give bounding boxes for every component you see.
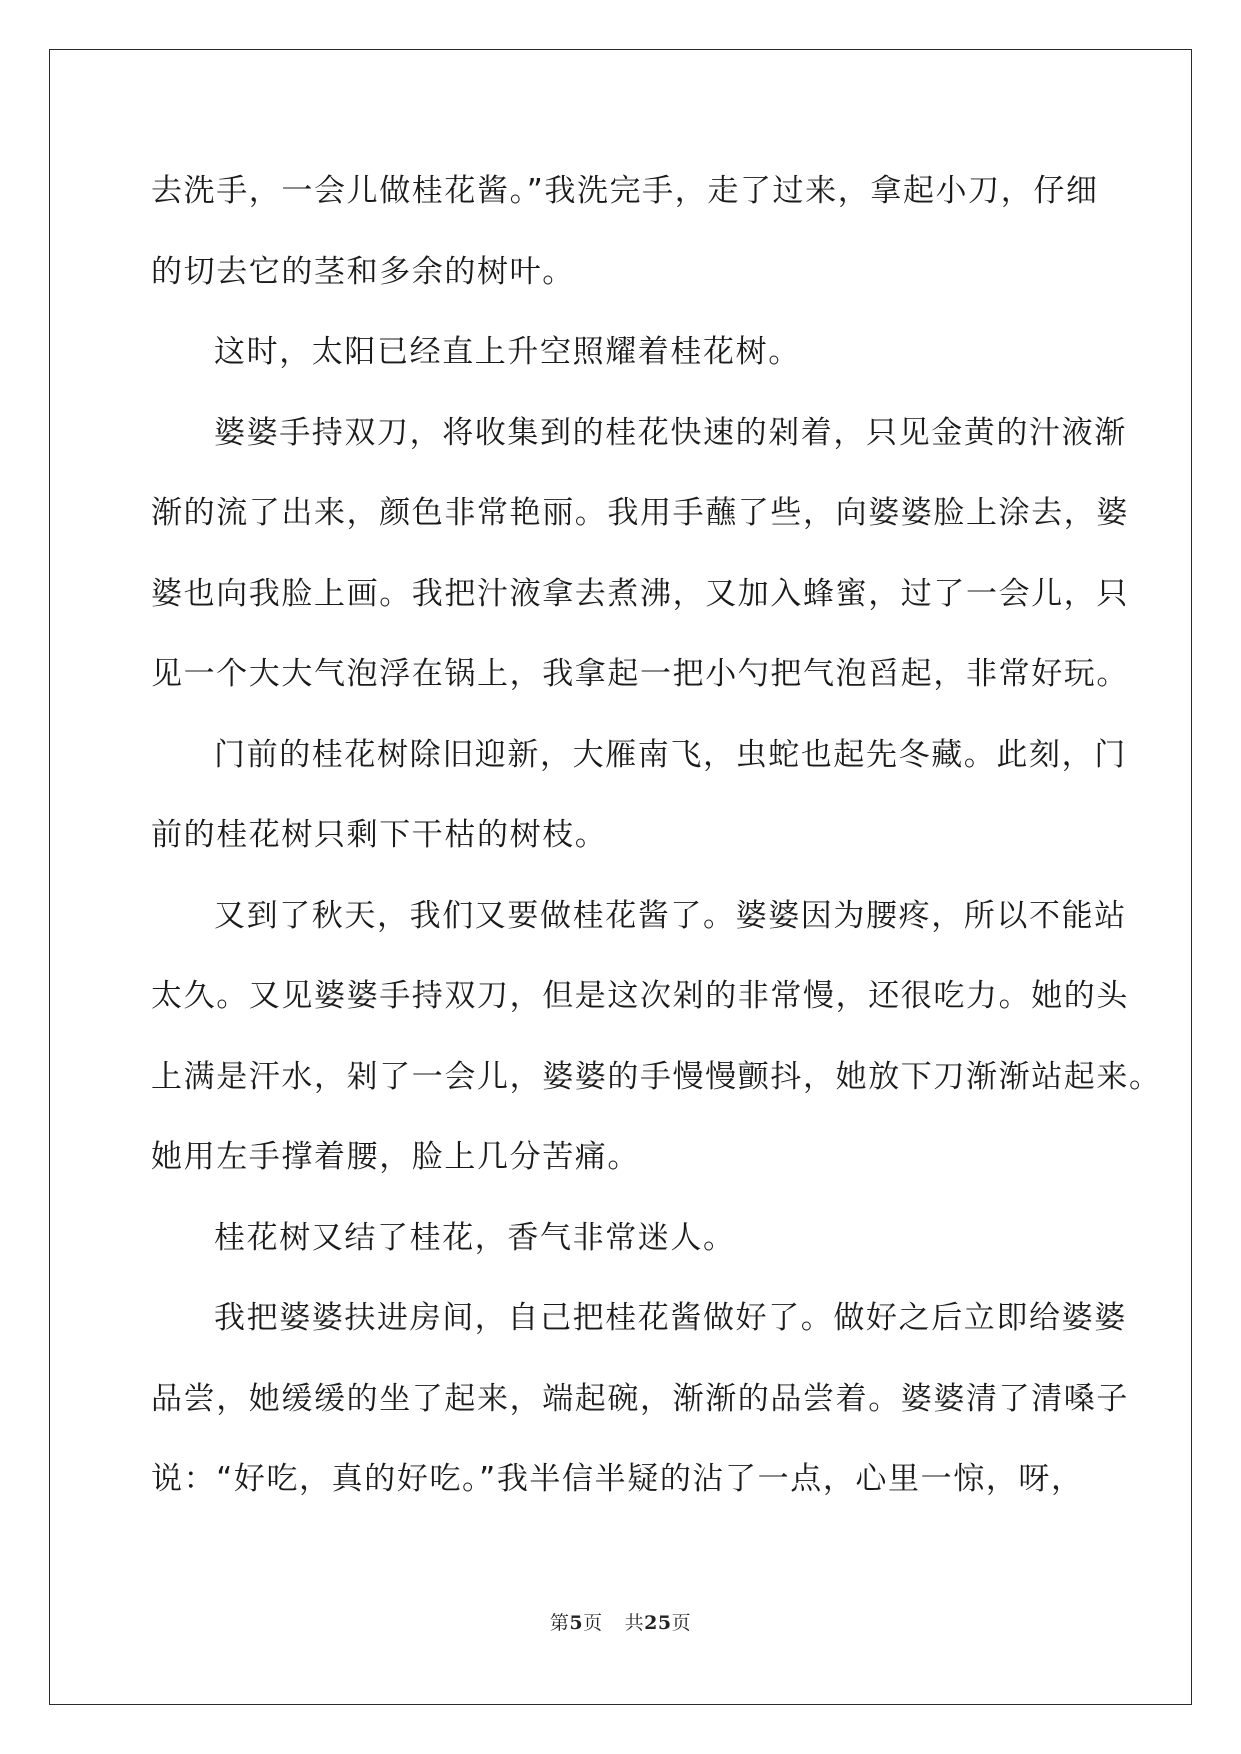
text-line: 桂花树又结了桂花，香气非常迷人。 [214,1219,736,1256]
text-line: 上满是汗水，剁了一会儿，婆婆的手慢慢颤抖，她放下刀渐渐站起来。 [151,1058,1162,1095]
page-number: 5 [569,1612,584,1634]
text-line: 说：“好吃，真的好吃。”我半信半疑的沾了一点，心里一惊，呀， [151,1461,1084,1497]
text-line: 婆也向我脸上画。我把汁液拿去煮沸，又加入蜂蜜，过了一会儿，只 [151,575,1129,612]
total-suffix: 页 [671,1612,692,1634]
text-line: 太久。又见婆婆手持双刀，但是这次剁的非常慢，还很吃力。她的头 [151,978,1129,1014]
text-line: 品尝，她缓缓的坐了起来，端起碗，渐渐的品尝着。婆婆清了清嗓子 [151,1380,1129,1417]
text-line: 去洗手，一会儿做桂花酱。”我洗完手，走了过来，拿起小刀，仔细 [151,173,1099,209]
total-pages: 25 [644,1612,672,1634]
text-line: 我把婆婆扶进房间，自己把桂花酱做好了。做好之后立即给婆婆 [214,1300,1127,1336]
page-prefix: 第 [549,1612,570,1634]
text-line: 婆婆手持双刀，将收集到的桂花快速的剁着，只见金黄的汁液渐 [214,414,1127,451]
text-line: 她用左手撑着腰，脸上几分苦痛。 [151,1139,640,1175]
text-line: 的切去它的茎和多余的树叶。 [151,253,575,290]
text-line: 这时，太阳已经直上升空照耀着桂花树。 [214,334,801,370]
text-line: 渐的流了出来，颜色非常艳丽。我用手蘸了些，向婆婆脸上涂去，婆 [151,495,1129,531]
text-line: 前的桂花树只剩下干枯的树枝。 [151,817,608,853]
text-line: 见一个大大气泡浮在锅上，我拿起一把小勺把气泡舀起，非常好玩。 [151,656,1129,692]
document-body [151,163,1162,1532]
page-footer [0,1608,1241,1635]
total-prefix: 共 [624,1612,645,1634]
text-line: 又到了秋天，我们又要做桂花酱了。婆婆因为腰疼，所以不能站 [214,897,1127,934]
text-line: 门前的桂花树除旧迎新，大雁南飞，虫蛇也起先冬藏。此刻，门 [214,736,1127,773]
page-suffix: 页 [583,1612,603,1634]
